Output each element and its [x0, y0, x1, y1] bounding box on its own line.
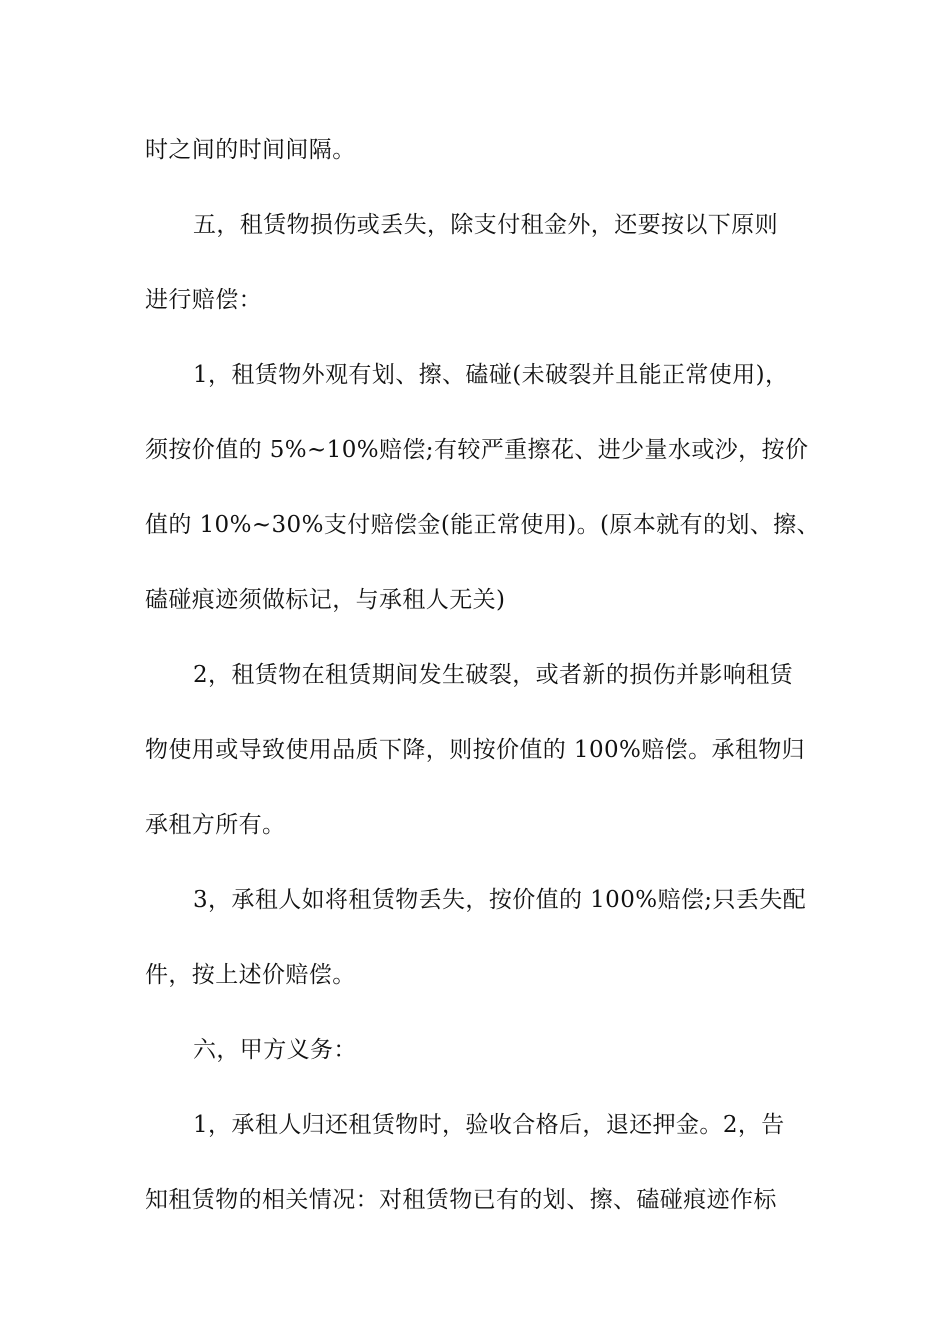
text-line: 进行赔偿：: [145, 287, 262, 313]
text-line: 六，甲方义务：: [193, 1037, 357, 1063]
text-line: 3，承租人如将租赁物丢失，按价值的 100%赔偿;只丢失配: [193, 887, 807, 913]
text-line: 知租赁物的相关情况：对租赁物已有的划、擦、磕碰痕迹作标: [145, 1187, 777, 1213]
text-line: 五，租赁物损伤或丢失，除支付租金外，还要按以下原则: [193, 212, 778, 238]
text-line: 时之间的时间间隔。: [145, 137, 356, 163]
text-line: 值的 10%~30%支付赔偿金(能正常使用)。(原本就有的划、擦、: [145, 512, 820, 538]
text-line: 承租方所有。: [145, 812, 286, 838]
text-line: 1，租赁物外观有划、擦、磕碰(未破裂并且能正常使用)，: [193, 362, 789, 388]
text-line: 物使用或导致使用品质下降，则按价值的 100%赔偿。承租物归: [145, 737, 806, 763]
text-line: 1，承租人归还租赁物时，验收合格后，退还押金。2，告: [193, 1112, 785, 1138]
text-line: 2，租赁物在租赁期间发生破裂，或者新的损伤并影响租赁: [193, 662, 794, 688]
text-line: 件，按上述价赔偿。: [145, 962, 356, 988]
text-line: 磕碰痕迹须做标记，与承租人无关): [145, 587, 506, 613]
text-line: 须按价值的 5%~10%赔偿;有较严重擦花、进少量水或沙，按价: [145, 437, 809, 463]
